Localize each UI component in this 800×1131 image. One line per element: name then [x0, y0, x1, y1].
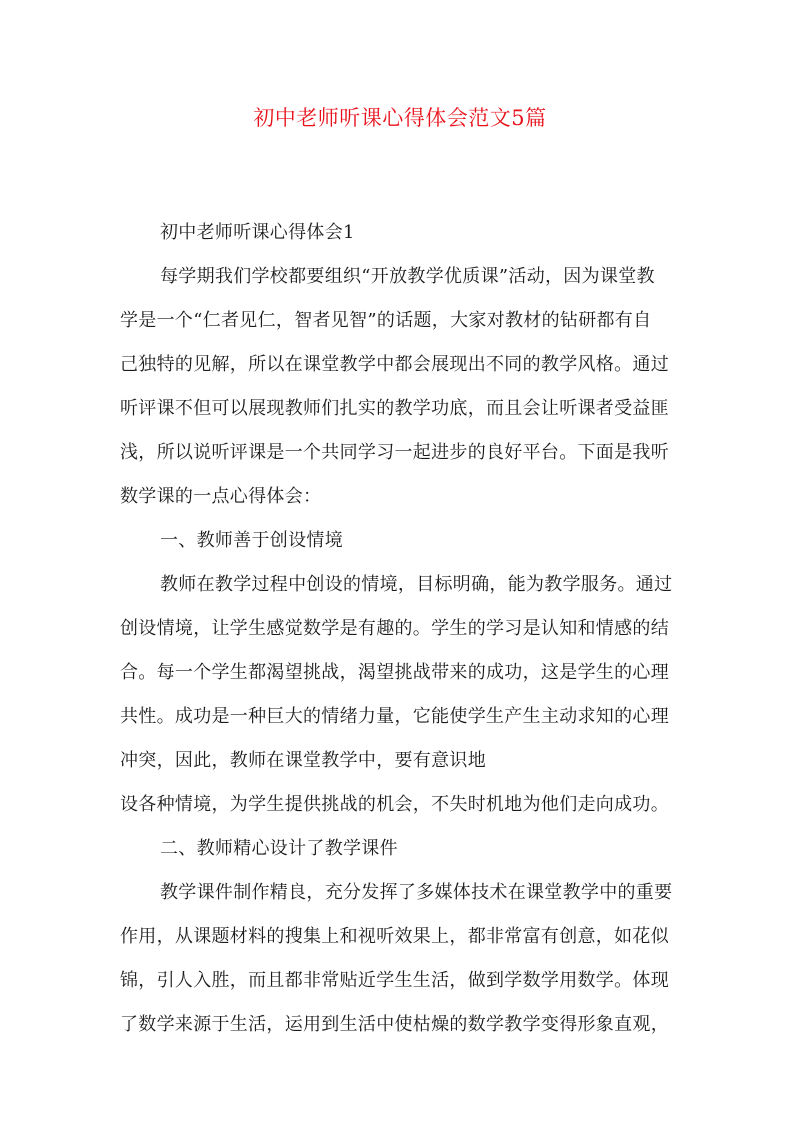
- paragraph-line: 合。每一个学生都渴望挑战，渴望挑战带来的成功，这是学生的心理: [120, 662, 669, 683]
- paragraph-line: 创设情境，让学生感觉数学是有趣的。学生的学习是认知和情感的结: [120, 618, 669, 639]
- section-heading: 初中老师听课心得体会1: [160, 222, 355, 243]
- paragraph-line: 数学课的一点心得体会：: [120, 486, 322, 507]
- paragraph-line: 了数学来源于生活，运用到生活中使枯燥的数学教学变得形象直观，: [120, 1014, 669, 1035]
- paragraph-line: 浅，所以说听评课是一个共同学习一起进步的良好平台。下面是我听: [120, 442, 669, 463]
- paragraph-line: 教师在教学过程中创设的情境，目标明确，能为教学服务。通过: [160, 574, 673, 595]
- paragraph-line: 设各种情境，为学生提供挑战的机会，不失时机地为他们走向成功。: [120, 794, 669, 815]
- paragraph-line: 己独特的见解，所以在课堂教学中都会展现出不同的教学风格。通过: [120, 354, 669, 375]
- subheading-1: 一、教师善于创设情境: [160, 530, 343, 551]
- paragraph-line: 学是一个“仁者见仁，智者见智”的话题，大家对教材的钻研都有自: [120, 310, 652, 331]
- paragraph-line: 听评课不但可以展现教师们扎实的教学功底，而且会让听课者受益匪: [120, 398, 669, 419]
- document-title: 初中老师听课心得体会范文5篇: [253, 106, 547, 130]
- paragraph-line: 作用，从课题材料的搜集上和视听效果上，都非常富有创意，如花似: [120, 926, 669, 947]
- subheading-2: 二、教师精心设计了教学课件: [160, 838, 398, 859]
- paragraph-line: 冲突，因此，教师在课堂教学中，要有意识地: [120, 750, 486, 771]
- paragraph-line: 共性。成功是一种巨大的情绪力量，它能使学生产生主动求知的心理: [120, 706, 669, 727]
- paragraph-line: 教学课件制作精良，充分发挥了多媒体技术在课堂教学中的重要: [160, 882, 673, 903]
- paragraph-line: 锦，引人入胜，而且都非常贴近学生生活，做到学数学用数学。体现: [120, 970, 669, 991]
- paragraph-line: 每学期我们学校都要组织“开放教学优质课”活动，因为课堂教: [160, 266, 655, 287]
